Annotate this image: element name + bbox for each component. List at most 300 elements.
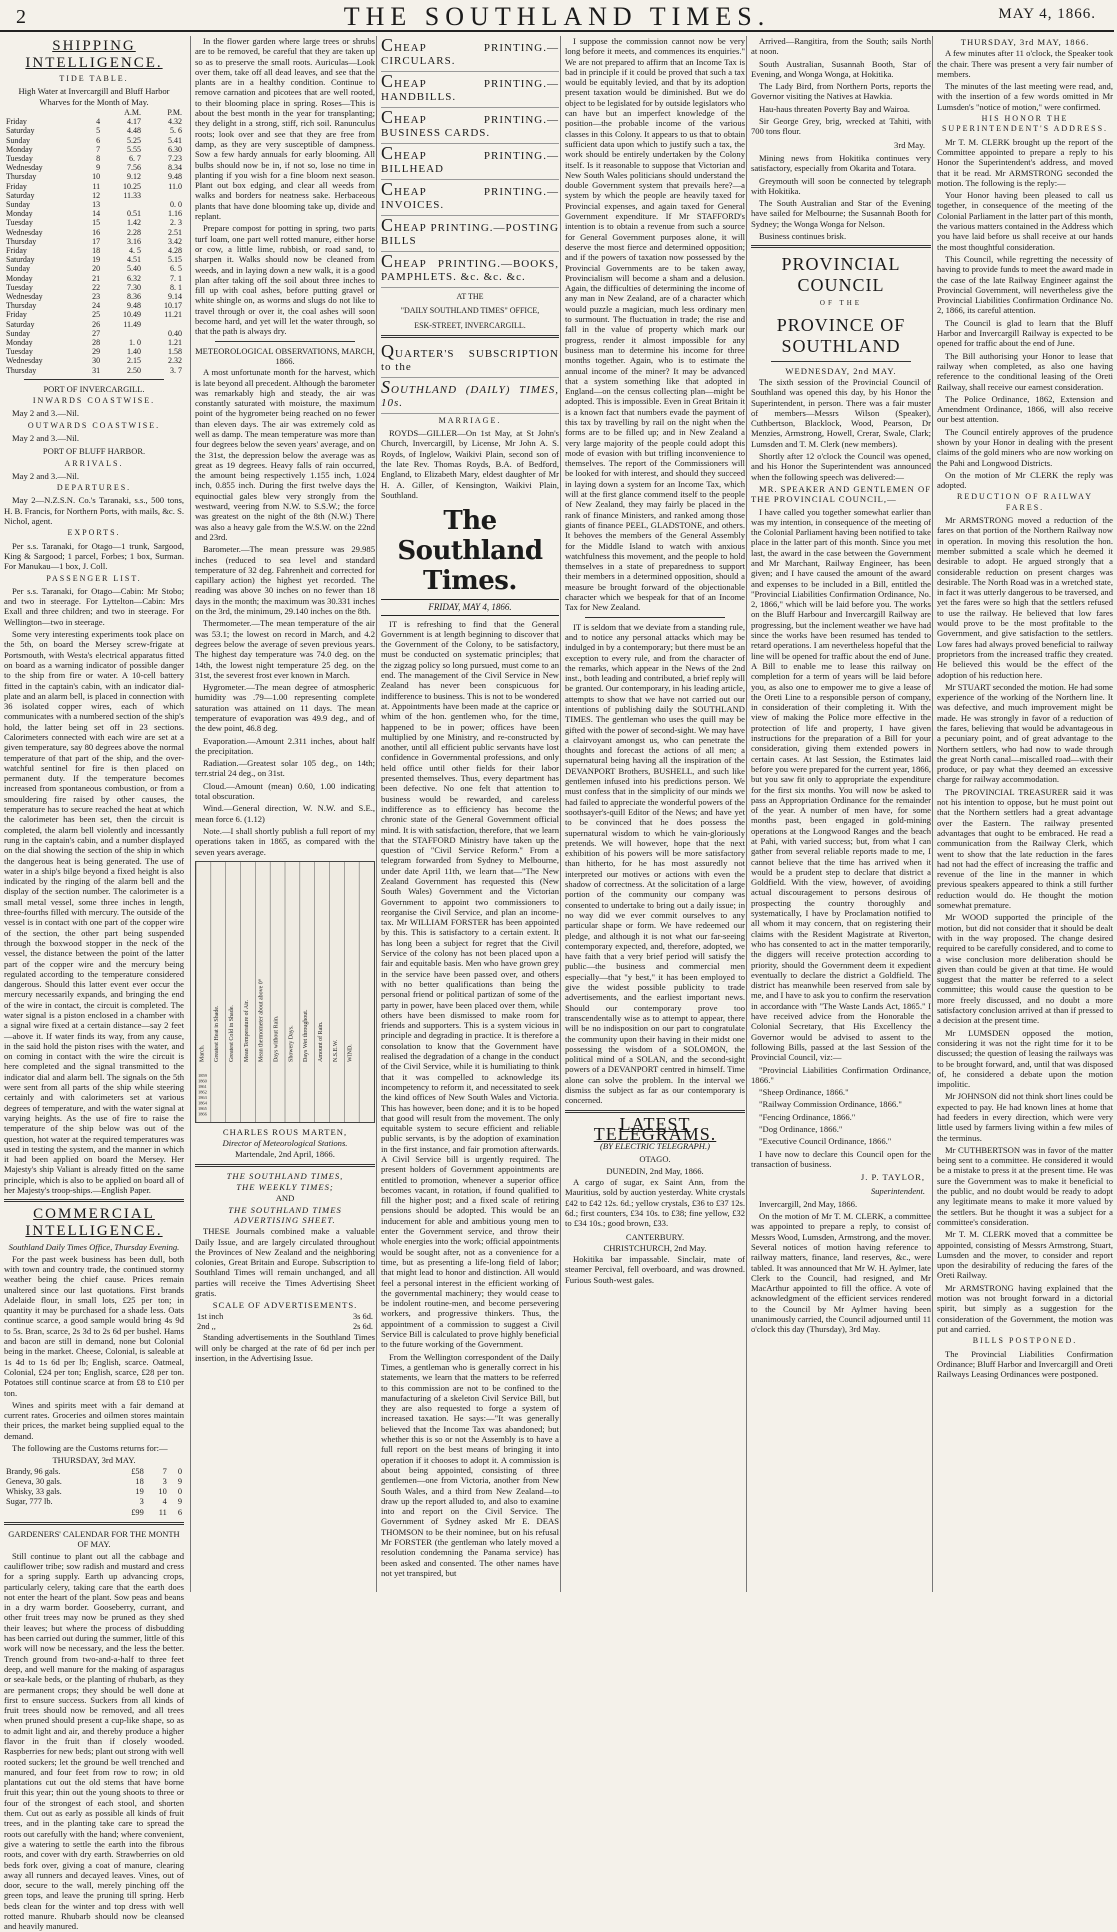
tide-cell: 16 <box>92 227 101 237</box>
tide-row <box>4 154 184 163</box>
port-invercargill: PORT OF INVERCARGILL. <box>43 383 145 394</box>
editorial-p4: IT is seldom that we deviate from a standing rule, and to notice any personal attacks which may be indulged in by a contemporary; but there must be an exception to every rule, and from the character of the remarks, which appear in the News of the 2nd inst., both leading and contributed, a brief reply will be granted. Our contemporary, in his leading article, attempts to show that we have not carried out our intentions of publishing daily the SOUTHLAND TIMES. The gentleman who uses the quill may be gifted with the power of second-sight. We may have a clairvoyant amongst us, who can penetrate the thoughts and forecast the actions of all men; a supernatural being having all the inspiration of the DEVANPORT Brothers, BUSHELL, and such like gentlemen infused into his predictions person. We must confess that in the simplicity of our minds we had failed to appreciate the wonderful powers of the soothsayer's-quill Editor of the News; and have yet to be convinced that he does possess the supernatural wisdom to which he vain-gloriously pretends. We will however, hope that the next exhibition of his powers will be more satisfactory than hitherto, for he has most assuredly not interpreted our motives or actions with even the shadow of correctness. At the solicitation of a large portion of the community our company was consented to undertake to bring out a daily issue; in no way did we ever commit ourselves to any particular shape or form. We have redeemed our pledge, and although it is not what our far-seeing contemporary expected, and, therefore, adopted, we have faith that a very brief period will satisfy the public—the business and commercial men especially—that "y best," it has been employed to give the widest possible publicity to trade advertisements, and the earliest important news. Should our contemporary prove too transcendentally wise as to attempt to appear, there will be no indisposition on our part to congratulate the community upon their having in their midst one possessing the wisdom of a SOLOMON, the political mind of a SOLAN, and the second-sight powers of a DEVANPORT centred in himself. Time alone can solve the problem. In the interval we dismiss the subject as far as our contemporary is concerned. <box>565 621 745 1106</box>
otago-date: DUNEDIN, 2nd May, 1866. <box>606 1165 704 1176</box>
customs-cell: 10 <box>158 1487 167 1497</box>
tide-cell: 5.55 <box>127 144 142 154</box>
tide-cell: Sunday <box>6 328 30 338</box>
tide-cell: 9.48 <box>127 301 142 311</box>
cheap-printing-ad: CHEAP PRINTING.—BILLHEAD <box>381 144 559 180</box>
tide-cell: 9.12 <box>127 172 142 182</box>
tide-cell: 4.48 <box>127 126 142 136</box>
tide-cell: 0.51 <box>127 209 142 219</box>
customs-cell: 4 <box>162 1497 167 1507</box>
cheap-printing-ad: CHEAP PRINTING.—BUSINESS CARDS. <box>381 108 559 144</box>
tide-cell: 0. 0 <box>170 199 182 209</box>
arrivals-text: May 2 and 3.—Nil. <box>12 470 80 481</box>
tide-cell: 3.42 <box>168 236 182 246</box>
outwards-heading: OUTWARDS COASTWISE. <box>27 420 161 430</box>
tide-cell: Tuesday <box>6 153 33 163</box>
tide-cell: 25 <box>92 310 101 320</box>
tide-cell: 10.17 <box>164 301 182 311</box>
passengers-heading: PASSENGER LIST. <box>46 573 142 583</box>
tide-cell: 11.33 <box>123 190 142 200</box>
tide-cell: 11.0 <box>168 181 182 191</box>
railway-fares-subheading: REDUCTION OF RAILWAY FARES. <box>957 492 1093 512</box>
telegram-6: Mining news from Hokitika continues very satisfactory, especially from Okarita and Totara. <box>751 152 931 174</box>
column-2 <box>190 36 379 1592</box>
tide-cell: 10.49 <box>123 310 142 320</box>
page-number: 2 <box>16 6 26 28</box>
tide-cell: 1.58 <box>168 347 182 357</box>
telegrams-sub: (BY ELECTRIC TELEGRAPH.) <box>599 1141 711 1152</box>
tide-cell: Friday <box>6 245 27 255</box>
scale-cell: 3s 6d. <box>352 1311 373 1321</box>
tide-row <box>4 246 184 255</box>
thursday-p4: Your Honor having been pleased to call us together, in consequence of the meeting of the Colonial Parliament in the latter part of this month, the various matters contained in the Address which you have laid before us shall receive at our hands the most thoughtful consideration. <box>937 190 1113 252</box>
tide-cell: 14 <box>92 209 101 219</box>
column-6 <box>932 36 1117 1592</box>
canterbury-date: CHRISTCHURCH, 2nd May. <box>603 1242 707 1253</box>
printing-office-address: ESK-STREET, INVERCARGILL. <box>414 320 526 330</box>
thursday-p3: Mr T. M. CLERK brought up the report of the Committee appointed to prepare a reply to his Honor the Superintendent's address, and moved that it be read. Mr ARMSTRONG seconded the motion. The following is the reply:— <box>937 136 1113 188</box>
thursday-p15: Mr LUMSDEN opposed the motion, considering it was not the right time for it to be discussed; the question of leasing the railways was to be brought forward, and, until that was disposed of, he considered a debate upon the motion impolitic. <box>937 1027 1113 1090</box>
customs-cell: Sugar, 777 lb. <box>6 1497 53 1507</box>
tide-cell: 9 <box>96 163 101 173</box>
otago-heading: OTAGO. <box>639 1154 671 1165</box>
evaporation-text: Evaporation.—Amount 2.311 inches, about half the precipitation. <box>195 735 375 756</box>
bill-item: "Dog Ordinance, 1866." <box>759 1124 843 1135</box>
gardeners-heading: GARDENERS' CALENDAR FOR THE MONTH OF MAY. <box>8 1529 180 1550</box>
tide-table <box>4 108 184 375</box>
customs-cell: 6 <box>177 1507 182 1517</box>
meteorological-text: A most unfortunate month for the harvest, which is late beyond all precedent. Although the barometer was remarkably high and steady, the air was constantly saturated with moisture, the maximum point of the hygrometer being reached on no fewer than eleven days. The air was extremely cold as well as damp. The mean temperature was more than four degrees below the seven years' average, and on the 31st, the depression below the average was as great as 19 degrees. Heavy falls of rain occurred, the amount being respectively 1.155 inch, 1.024 inch, 0.855 inch. During the first twelve days the equinoctial gales blew very strongly from the westward, veering from N.W. to S.S.W.; the force was greatest on the night of the 8th (N.W.) There was also a heavy gale from the W.S.W. on the 22nd and 23rd. <box>195 367 375 542</box>
tide-col-header <box>80 108 102 117</box>
tide-cell: Friday <box>6 181 27 191</box>
tide-cell: Saturday <box>6 126 35 136</box>
tide-cell: 1.16 <box>168 209 182 219</box>
tide-cell: Saturday <box>6 255 35 265</box>
tide-cell: 8.36 <box>127 291 142 301</box>
tide-cell: Monday <box>6 337 33 347</box>
customs-cell: 3 <box>139 1497 144 1507</box>
tide-row <box>4 228 184 237</box>
weather-column-label: WIND. <box>347 1044 354 1062</box>
tide-cell: 1.21 <box>168 337 182 347</box>
tide-heading: TIDE TABLE. <box>59 74 129 83</box>
address-subheading: HIS HONOR THE SUPERINTENDENT'S ADDRESS. <box>941 114 1109 134</box>
inwards-heading: INWARDS COASTWISE. <box>32 396 156 406</box>
tide-cell: 4.51 <box>127 255 142 265</box>
tide-col-header <box>4 108 80 117</box>
customs-cell: Brandy, 96 gals. <box>6 1466 61 1476</box>
tide-cell: 8.34 <box>168 163 182 173</box>
thursday-p18: Mr T. M. CLERK moved that a committee be appointed, consisting of Messrs Armstrong, Stuart, Lumsden and the mover, to consider and report upon the desirability of reducing the fares of the Oreti Railway. <box>937 1229 1113 1281</box>
council-p1: The sixth session of the Provincial Council of Southland was opened this day, by his Honor the Superintendent, in person. There was a fair muster of members—Messrs Wilson (Speaker), Cuthbertson, Blacklock, Wood, Pearson, Dr Menzies, Armstrong, Howell, Crerar, Swale, Clark; Lumsden and T. M. Clerk (new members). <box>751 376 931 449</box>
customs-cell: 11 <box>158 1507 167 1517</box>
tide-col-header: A.M. <box>124 107 142 117</box>
weather-column-label: Amount of Rain. <box>318 1021 325 1062</box>
tide-cell <box>143 191 184 200</box>
tide-cell: 11 <box>92 181 101 191</box>
editorial-p2: From the Wellington correspondent of the Daily Times, a gentleman who is generally correct in his statements, we learn that the matters to be referred to this commission are not to be confined to the manufacturing of a skeleton Civil Service Bill, but they are also requested to forge a system of increased taxation. He says:—"It was generally believed that the Income Tax was abandoned; but whether this is so or not the Assembly is to have a full report on the best means of bringing it into operation if it chooses to adopt it. A commission is about being appointed, consisting of three gentlemen—one from Victoria, another from New South Wales, and a third from New Zealand—to draw up the report alluded to, and also to examine into and report on the Civil Service. The Government of Sydney asked Mr E. DEAS THOMSON to be their nominee, but on his refusal Mr FORSTER (the gentleman who lately moved a resolution condemning the Panama service) has been asked and consented. The other names have not yet transpired, but <box>381 1351 559 1578</box>
tide-cell: 1.40 <box>127 347 142 357</box>
customs-cell: 7 <box>162 1466 167 1476</box>
newspaper-title: THE SOUTHLAND TIMES. <box>343 2 771 31</box>
tide-row <box>4 264 184 273</box>
tide-cell: Friday <box>6 310 27 320</box>
telegram-8: The South Australian and Star of the Evening have sailed for Melbourne; the Susannah Booth for Sydney; the Wonga Wonga for Nelson. <box>751 198 931 229</box>
tide-row <box>4 347 184 356</box>
scale-heading: SCALE OF ADVERTISEMENTS. <box>212 1300 358 1311</box>
tide-cell: 3. 7 <box>170 365 182 375</box>
tide-cell: 10 <box>92 172 101 182</box>
speech-heading: MR. SPEAKER AND GENTLEMEN OF THE PROVINCIAL COUNCIL,— <box>751 483 931 505</box>
editorial-masthead: The Southland Times. <box>397 506 543 597</box>
weather-year-label: 1863 <box>197 1094 207 1100</box>
exports-heading: EXPORTS. <box>67 528 121 538</box>
tide-cell: Friday <box>6 117 27 127</box>
weekly-title-2: THE WEEKLY TIMES; <box>236 1182 334 1193</box>
scale-cell: 1st inch <box>197 1311 224 1321</box>
superintendent-signature: J. P. TAYLOR, <box>860 1172 925 1183</box>
tide-cell: 2.50 <box>127 365 142 375</box>
tide-cell: 5.40 <box>127 264 142 274</box>
bill-item: "Railway Commission Ordinance, 1866." <box>759 1099 902 1110</box>
council-of-the: OF THE <box>819 299 863 308</box>
tide-cell: 5. 6 <box>170 126 182 136</box>
tide-cell: Tuesday <box>6 218 33 228</box>
customs-cell: 3 <box>162 1476 167 1486</box>
tide-cell: 4.28 <box>168 245 182 255</box>
inwards-text: May 2 and 3.—Nil. <box>12 408 80 419</box>
thursday-p19: Mr ARMSTRONG having explained that the motion was not brought forward in a dictorial spirit, but simply as a suggestion for the consideration of the Government, the motion was put and carried. <box>937 1282 1113 1334</box>
tide-cell: 6 <box>96 135 101 145</box>
subscription-line-1: QUARTER'S SUBSCRIPTION to the <box>381 342 559 378</box>
tide-cell: 4.32 <box>168 117 182 127</box>
customs-cell: £58 <box>131 1466 144 1476</box>
radiation-text: Radiation.—Greatest solar 105 deg., on 14th; terr.strial 24 deg., on 31st. <box>195 758 375 779</box>
signature-name: CHARLES ROUS MARTEN, <box>222 1126 348 1137</box>
weather-year-label: 1861 <box>197 1083 207 1089</box>
tide-cell: 2.32 <box>168 356 182 366</box>
tide-cell <box>143 320 184 329</box>
tide-cell: 5.15 <box>168 255 182 265</box>
council-day: WEDNESDAY, 2nd MAY. <box>785 365 897 376</box>
commercial-text: For the past week business has been dull, both with town and country trade, the continued stormy weather being the chief cause. Prices remain unaltered since our last quotations. First brands Adelaide flour, in small lots, £25 per ton; in quantity it may be purchased for a shade less. Oats continue scarce, a good sample would bring 4s 9d to 5s. Bran, scarce, 2s 3d to 2s 6d per bushel. Hams and bacon are still in demand, none but Colonial being in the market. Cheese, Colonial, is saleable at 1s 4d to 1s 6d per lb; English, scarce. Oatmeal, Colonial, £24 per ton; English, scarce, £28 per ton. Potatoes still continue scarce at from £8 to £10 per ton. <box>4 1253 184 1398</box>
departures-heading: DEPARTURES. <box>56 483 132 493</box>
tide-cell: Wednesday <box>6 356 43 366</box>
printing-office-name: "DAILY SOUTHLAND TIMES" OFFICE, <box>400 306 540 316</box>
tide-cell: Wednesday <box>6 291 43 301</box>
canterbury-text: Hokitika bar impassable. Sinclair, mate of steamer Percival, fell overboard, and was drowned. Furious South-west gales. <box>565 1254 745 1285</box>
gardeners-text-2: In the flower garden where large trees or shrubs are to be removed, be careful that they are taken up so as to preserve the small roots. Auriculas—Look over them, take off all dead leaves, and see that the plants are in a healthy condition. Continue to remove carnation and picotees that are well rooted, to their blooming place in spring. Roses—This is about the best month in the year for transplanting; they delight in a strong, stiff, rich soil. Ranunculus roots; look over and see that they are free from damp, as they are very susceptible of dampness. Sow a few hardy annuals for early blooming. All bulbs should now be in, if not so, lose no time in planting if you wish for a fine bloom next season. Plant out box edging, and clear all weeds from walks and borders for neatness sake. Herbaceous plants that have done blooming take up, divide and replant. <box>195 36 375 222</box>
tide-cell: 9.48 <box>168 172 182 182</box>
tide-row <box>4 283 184 292</box>
bills-postponed-subheading: BILLS POSTPONED. <box>972 1336 1078 1346</box>
tide-cell: 4. 5 <box>129 245 142 255</box>
tide-cell: 20 <box>92 264 101 274</box>
council-p3: On the motion of Mr T. M. CLERK, a committee was appointed to prepare a reply, to consist of Messrs Wood, Lumsden, Armstrong, and the mover. Several notices of motion having reference to railway matters, finance, land reserves, &c., were tabled. It was announced that Mr W. H. Aylmer, late Clerk to the Council, had resigned, and Mr MacArthur appointed to fill the office. A vote of acknowledgment of the efficient services rendered to the Council by Mr Aylmer having been unanimously carried, the Council adjourned until 11 o'clock this day (Thursday), 3rd May. <box>751 1211 931 1335</box>
customs-row <box>4 1497 184 1507</box>
customs-cell: Geneva, 30 gals. <box>6 1476 62 1486</box>
tide-cell: 6. 5 <box>170 264 182 274</box>
tide-row <box>4 200 184 209</box>
bill-item: "Fencing Ordinance, 1866." <box>759 1111 856 1122</box>
customs-row <box>4 1467 184 1477</box>
tide-cell: Monday <box>6 144 33 154</box>
tide-row <box>4 237 184 246</box>
column-3 <box>376 36 563 1592</box>
tide-cell: 7. 1 <box>170 273 182 283</box>
tide-cell: 27 <box>92 328 101 338</box>
tide-cell: 2. 3 <box>170 218 182 228</box>
speech-text: I have called you together somewhat earlier than was my intention, in consequence of the meeting of the Colonial Parliament having been notified to take place in the latter part of this month. Since you met last, the award in the case between the Government and Mr Marchant, Railway Engineer, has been given; and I have caused the amount of the award and expenses to be included in a Bill, entitled the "Provincial Liabilities Confirmation Ordinance, No. 2, 1866," which will be laid before you. The works on the Bluff Harbour and Invercargill Railway are progressing, but the inclement weather we have had since the works have been resumed has tended to retard operations. I am nevertheless hopeful that the line will be opened for traffic about the end of June. A Bill to enable me to lease this railway on completion for a term of years will be laid before you, as also one to empower me to give a lease of the Oreti Line to a responsible person of company, in consideration of their completing it. With the view of making the Police more effective in the protection of life and property, I have given instructions for the preparation of a Bill for your consideration, giving them extended powers in certain cases. At last Session, the Estimates laid before you were prepared for the current year, 1866, but you saw fit only to appropriate the expenditure for the first six months. You will now be asked to pass an Appropriation Ordinance for the remainder of the year. A number of men have, for some months past, been engaged in gold-mining operations at the Longwood Ranges and the beach at Pahi, with varied success; but, from what I can gather from several reliable reports made to me, I cannot believe that the time has arrived when it would be a prudent step to declare that district a Goldfield. With the view, however, of avoiding actual discouragement to persons desirous of prospecting the country thoroughly and systematically, I have by Proclamation notified to all whom it may concern, that on registering their claims with the Resident Magistrate at Riverton, who has consented to act in the matter temporarily, the diggers will receive protection according to priority, should the Government deem it expedient eventually to declare the district a Goldfield. The district has meanwhile been reserved from sale by me, and I have to ask you to confirm the reservation in accordance with "The Waste Lands Act, 1865." I have received advice from the Honorable the Colonial Secretary, that His Excellency the Governor would be advised to assent to the following Bills, passed at the last Session of the Provincial Council, viz:— <box>751 506 931 1063</box>
editorial-p3: I suppose the commission cannot now be very long before it meets, and commences its enquiries." We are not prepared to affirm that an Income Tax is bad in principle if it could be proved that such a tax would be equitably levied, and that by its adoption present taxation would be diminished. But we do object to be legislated for by outside legislators who can have but an imperfect knowledge of the position—the probable income of the various classes in this Colony. It appears to us that to obtain sufficient data upon which to justify such a tax, the work should be entirely undertaken by the Colony itself. Is it reasonable to suppose that Victorian and New South Wales politicians should understand the double Government system that prevails here?—a system by which the people are heavily taxed for Provincial expenses, and again taxed for General Government expenditure. If Mr STAFFORD's intention is to obtain a revenue from such a source for General Government purposes alone, it will deserve the most fierce and determined opposition; and if the powers of taxation now possessed by the Provincial Governments are to be taken away, Provincialism will become a sham and a delusion. Again, the difficulties of determining the income of any man in New Zealand, are of a character which would puzzle a magician, much less ordinary men to surmount. The fluctuation in trade; the rise and fall in the value of property which mark our progress, render it almost impossible for any business man to determine his income for three months together. Again, who is to estimate the annual income of the miner? It may be advanced that a system something like that adopted in England—on the census collecting plan—might be adopted. This is impossible. Even in Great Britain it is a known fact that numbers evade the payment of this tax by travelling by rail on the night when the forms are to be filled up; and in New Zealand a very large majority of the people could adopt this mode of evasion with but trifling inconvenience to themselves. The report of the Commissioners will be looked for with interest, and should they succeed in laying down a system for an Income Tax, which will at the first glance commend itself to the people of New Zealand, they may fairly be placed in the rank of finance Ministers, and ranked among those giants of finance PEEL, GLADSTONE, and others. It behoves the members of the General Assembly for the Middle Island to watch with anxious watchfulness this movement, and the people to hold themselves in a state of preparedness to support their members in a determined opposition, should a measure be brought forward of the objectionable character which we bespeak for that of an Income Tax for New Zealand. <box>565 36 745 613</box>
thursday-p17: Mr CUTHBERTSON was in favor of the matter being sent to a committee. He considered it would be a mistake to press it at the present time. He was sure the Government was to make it beneficial to the public, and no doubt would be ready to adopt any legitimate means to make it more valued by the settlers. But he thought it was a subject for a committee's consideration. <box>937 1144 1113 1227</box>
weather-year-label: 1865 <box>197 1105 207 1111</box>
customs-cell: 9 <box>177 1497 182 1507</box>
customs-table <box>4 1467 184 1518</box>
weather-column-label: N.S.E.W. <box>332 1039 339 1062</box>
tide-cell: 3.16 <box>127 236 142 246</box>
thursday-p10: On the motion of Mr CLERK the reply was adopted. <box>937 469 1113 491</box>
customs-cell: £99 <box>131 1507 144 1517</box>
signature-place: Martendale, 2nd April, 1866. <box>235 1149 335 1160</box>
thursday-p16: Mr JOHNSON did not think short lines could be expected to pay. He had known lines at home that had feeders in every direction, which were very little used by farmers living within a few miles of the terminus. <box>937 1091 1113 1143</box>
weather-year-label: 1866 <box>197 1111 207 1117</box>
council-close: I have now to declare this Council open for the transaction of business. <box>751 1148 931 1169</box>
canterbury-heading: CANTERBURY. <box>625 1231 685 1242</box>
gardeners-text: Still continue to plant out all the cabbage and cauliflower tribe; sow radish and mustard and cress for a spring supply. Earth up advancing crops, particularly celery, taking care that the earth does not enter the heart of the plant. Sow peas and beans in a dry warm border. Gooseberry, currant, and other fruit trees may now be pruned as they shed their leaves; but where the process of disbudding has been carried out during the summer, little of this work will now be necessary, and the less the better. Trench ground from two-and-a-half to three feet deep, and well manure for the making of asparagus or sea-kale beds, or the planting of rhubarb, as they are permanent crops; they should be well done at first to ensure success. Suckers from all kinds of fruit trees should now be removed, and all trees when pruned should present a cup-like shape, so as to admit light and air, and thereby produce a higher flavor in the fruit than if closely wooded. Raspberries for new beds; plant out strong with well rooted suckers; let the ground be well trenched and manured, and four feet from row to row; in old plantations cut out the old stems that have borne fruit this year; thin out the young shoots to three or four of the strongest of each stool, and shorten them. Cut out as early as possible all kinds of fruit trees, and in the planting take care to spread the roots out carefully with the hand; where convenient, give a watering to settle the earth into the fibrous roots, and cover with dry earth. Strawberries on old beds fork over, giving a coat of manure, clearing away all runners and decayed leaves. Vines, out of door, secure to the wall, merely pinching off the green tops, and leave the pruning till spring. Herb beds clean for the winter and top dress with well rotted manure. Rhubarb should now be cleansed and heavily manured. <box>4 1550 184 1932</box>
tide-row <box>4 145 184 154</box>
customs-cell: 0 <box>177 1487 182 1497</box>
tide-row <box>4 329 184 338</box>
weather-year-label: 1860 <box>197 1078 207 1084</box>
tide-row <box>4 172 184 181</box>
thursday-p8: The Police Ordinance, 1862, Extension and Amendment Ordinance, 1866, will also receive our best attention. <box>937 393 1113 425</box>
thursday-p5: This Council, while regretting the necessity of having to provide funds to meet the award made in the case of the late Railway Engineer against the Provincial Government, will nevertheless give the Provincial Liabilities Confirmation Ordinance No. 2, 1866, its careful attention. <box>937 253 1113 316</box>
shipping-heading: SHIPPING INTELLIGENCE. <box>25 38 163 71</box>
commercial-dateline: Southland Daily Times Office, Thursday Evening. <box>8 1242 180 1253</box>
tide-cell: 5.25 <box>127 135 142 145</box>
tide-cell: 2.28 <box>127 227 142 237</box>
thursday-p2: The minutes of the last meeting were read, and, with the insertion of a few words omitted in Mr Lumsden's "notice of motion," were confirmed. <box>937 81 1113 112</box>
cheap-printing-ad: CHEAP PRINTING.—HANDBILLS. <box>381 72 559 108</box>
tide-cell: 24 <box>92 301 101 311</box>
weekly-text: THESE Journals combined make a valuable Daily Issue, and are largely circulated throughout the Provinces of New Zealand and the neighboring colonies, Great Britain and Europe. Subscription to Southland Times will remain unchanged, and all parties will receive the Times Advertising Sheet gratis. <box>195 1226 375 1299</box>
tide-cell: Tuesday <box>6 347 33 357</box>
tide-cell: 5.41 <box>168 135 182 145</box>
tide-cell: Sunday <box>6 199 30 209</box>
tide-row <box>4 292 184 301</box>
scale-cell: 2nd ,, <box>197 1321 216 1331</box>
commercial-heading: COMMERCIAL INTELLIGENCE. <box>25 1206 163 1240</box>
thursday-p20: The Provincial Liabilities Confirmation Ordinance; Bluff Harbor and Invercargill and Oreti Railways Leasing Ordinances were postponed. <box>937 1348 1113 1380</box>
thursday-p11: Mr ARMSTRONG moved a reduction of the fares on that portion of the Northern Railway now in operation. In moving this resolution the hon. member submitted a scale which he deemed it desirable to adopt. He argued strongly that a considerable reduction on present charges was desirable. The North Road was in a wretched state, in fact it was utterly dangerous to be traversed, and yet the fares were so high that the settlers refused to use the railway. He believed that low fares would prove to be the most profitable to the Government, and give satisfaction to the settlers. Low fares had always proved beneficial to railway proprietors from the increased traffic they created. He believed this would be the effect of the adoption of his reduction here. <box>937 515 1113 680</box>
tide-cell: Thursday <box>6 365 37 375</box>
column-1 <box>4 36 188 1932</box>
outwards-text: May 2 and 3.—Nil. <box>12 432 80 443</box>
tide-cell: 23 <box>92 291 101 301</box>
council-heading-1: PROVINCIAL COUNCIL <box>781 254 901 296</box>
tide-cell: 0.40 <box>168 328 182 338</box>
tide-cell: 7 <box>96 144 101 154</box>
tide-cell: 7.30 <box>127 282 142 292</box>
customs-row <box>4 1508 184 1518</box>
superintendent-date: Invercargill, 2nd May, 1866. <box>759 1198 858 1209</box>
tide-cell: 22 <box>92 282 101 292</box>
thursday-p14: Mr WOOD supported the principle of the motion, but did not consider that it should be dealt with in the way proposed. The change desired required to be carefully considered, and to come to a wise conclusion more deliberation should be given than could be given at that time. He would suggest that the matter be referred to a select committee; this would cause the question to be more freely discussed, and no doubt a more satisfactory conclusion arrived at than if pressed to a decision at the present time. <box>937 912 1113 1026</box>
customs-row <box>4 1477 184 1487</box>
thermometer-text: Thermometer.—The mean temperature of the air was 53.1; the lowest on record in March, and 4.2 degrees below the average of seven previous years. The highest day temperature was 74.0 deg. on the 14th, the lowest night temperature 25 deg. on the 31st, the severest frost ever known in March. <box>195 618 375 680</box>
customs-cell: 0 <box>177 1466 182 1476</box>
thursday-p12: Mr STUART seconded the motion. He had some experience of the working of the Northern line. It was defective, and much improvement might be made. He was strongly in favor of a reduction of the fares, believing that would be advantageous in a pecuniary point, and of great advantage to the Northern settlers, who had now to wade through the great North canal—miscalled road—with their produce, or pay what they deemed an excessive charge for railway accommodation. <box>937 681 1113 785</box>
thursday-p13: The PROVINCIAL TREASURER said it was not his intention to oppose, but he must point out that the Northern settlers had a great advantage over the Eastern. The railway presented advantages that ought to be embraced. He read a communication from the Railway Clerk, which went to show that the late reduction in the fares had not had the effect of increasing the traffic and revenue of the line in the manner in which previous speakers appeared to think a still further reduction would do. He thought the motion somewhat premature. <box>937 786 1113 911</box>
council-p2: Shortly after 12 o'clock the Council was opened, and his Honor the Superintendent was announced when the following speech was delivered:— <box>751 451 931 482</box>
tide-cell: 5 <box>96 126 101 136</box>
subscription-line-2: SOUTHLAND (DAILY) TIMES, 10s. <box>381 378 559 414</box>
tide-row <box>4 126 184 135</box>
tide-cell: Saturday <box>6 190 35 200</box>
bills-list <box>751 1065 931 1147</box>
weather-column-label: Days Wet throughout. <box>303 1009 310 1062</box>
thursday-heading: THURSDAY, 3rd MAY, 1866. <box>960 37 1090 47</box>
tide-cell: 15 <box>92 218 101 228</box>
hygrometer-text: Hygrometer.—The mean degree of atmospheric humidity was .79—1.00 representing complete saturation was attained on 11 days. The mean temperature of evaporation was 49.9 deg., and of the dew point, 46.8 deg. <box>195 682 375 734</box>
tide-cell: Saturday <box>6 319 35 329</box>
commercial-text-2: Wines and spirits meet with a fair demand at current rates. Groceries and oilmen stores maintain their prices, the market being supplied equal to the demand. <box>4 1399 184 1441</box>
tide-cell <box>102 329 143 338</box>
tide-cell: 18 <box>92 245 101 255</box>
tide-intro: High Water at Invercargill and Bluff Harbor Wharves for the Month of May. <box>18 86 170 107</box>
weather-column-label: Greatest Heat in Shade. <box>214 1005 221 1062</box>
arrivals-heading: ARRIVALS. <box>64 458 124 468</box>
telegram-3: The Lady Bird, from Northern Ports, reports the Governor visiting the Natives at Hawkia. <box>751 81 931 102</box>
editorial-p1: IT is refreshing to find that the General Government is at length beginning to discover that the Government of the Colony, to be satisfactory, must be conducted on systematic principles; that the zigzag policy so long pursued, must come to an end. The management of the Civil Service in New Zealand has never been conspicuous for indifference to business. This is not to be wondered at. Appointments have been made at the caprice or whim of the hon. gentlemen who, for the time, happened to be in power; offices have been multiplied by one Ministry, and re-constructed by another, until all efficient public servants have lost confidence in Governmental professions, and only held office until other fields for their labor presented themselves. Thus, every department has been defective. No one felt that attention to business would be rewarded, and careless indifference as to efficiency has become the chronic state of the General Government official mind. It is with satisfaction, therefore, that we learn that the STAFFORD Ministry have taken up the question of "Civil Service Reform." From a telegram forwarded from Sydney to Melbourne, under date April 11th, we learn that—"The New Zealand Government has requested this (New South Wales) Government and the Victorian Government to appoint two commissioners to reorganise the Civil Service, and plan an income-tax. Mr WILLIAM FORSTER has been appointed by this. This is satisfactory to a certain extent. It has long been a subject for regret that the Civil Service of the colony has not been placed upon a fair and equitable basis. Men who have grown grey in the service have been passed over, and others with no better qualifications than being the personal friend or political partizan of some of the party in power, have been placed over them, while others have been dismissed to make room for friends and supporters. This is a system vicious in principle and degrading in practice. It is therefore a consolation to know that the Government have realised the degradation of a change in the conduct of the Civil Service, while it is humiliating to think that it was compelled to acknowledge its incompetency to reform it, and necessitated to seek the kind offices of New South Wales and Victoria. This has however, been done; and it is to be hoped that good will result from the movement. The only equitable system to secure efficient and reliable public servants, is by the adoption of examination in the first instance, and fair promotion afterwards. A Civil Service bill is urgently required. The present holders of Government appointments are entitled to promotion, whenever a superior office becomes vacant, in rotation, if found qualified to fill the higher post; and a fixed scale of retiring pensions should be adopted. This would be an inducement for able and ambitious young men to enter the Government service, and throw their whole energies into the work; official appointments would be sought after, not as a convenience for a time, but as presenting a life-long field of labor; that might lead to honor and distinction. All would feel a personal interest in the efficient working of the governmental machinery; they would cease to be indolent routine-men, and become persevering workers, and progressive thinkers. Thus, the appointment of a commission to suggest a Civil Service Bill is calculated to prove highly beneficial to the future working of the Government. <box>381 618 559 1350</box>
customs-cell <box>4 1508 115 1518</box>
council-heading-2: PROVINCE OF SOUTHLAND <box>776 314 906 356</box>
tide-cell: 6.30 <box>168 144 182 154</box>
scale-cell: 2s 6d. <box>352 1321 373 1331</box>
cheap-printing-ad: CHEAP PRINTING.—CIRCULARS. <box>381 36 559 72</box>
tide-row <box>4 218 184 227</box>
marriage-text: ROYDS—GILLER—On 1st May, at St John's Church, Invercargill, by License, Mr John A. S. Royds, of Inglelow, Waikivi Plain, second son of the late Rev. Thomas Royds, B.A. of Bedford, England, to Elizabeth Mary, eldest daughter of Mr H. A. Giller, of Kensington, Waikivi Plain, Southland. <box>381 428 559 500</box>
experiment-article: Some very interesting experiments took place on the 5th, on board the Mersey screw-frigate at Portsmouth, with Westa's electrical apparatus fitted on board as a warning indicator of possible danger to the ship from fire or water. A 10-cell battery fitted in the captain's cabin, with an indicator dial-plate and an alarm bell, is placed in connection with 36 isolated copper wires, each of which communicates with a numbered section of the ship's hold, the latter being set off in 23 sections. Calorimeters connected with each wire are set at a given temperature, say 80 degrees above the normal temperature of that part of the ship, and the over-watchful sentinel for fire is then placed on permanent duty. If the temperature becomes increased from spontaneous combustion, or from a smouldering fire raised by other causes, the temperature has to secure reached the heat at which the calorimeter has been set, then the circuit is completed, the alarm bell violently and incessantly rung in the captain's cabin, and a number displayed on the dial showing the section of the ship in which the dangerous heat is being generated. The use of water in a ship's bilge beyond a fixed height is also indicated by the ringing of the alarm bell and the display of the section number. The calorimeter is a small metal vessel, some three inches in length, three-fourths filled with mercury. The outside of the vessel is in contact with one part of the copper wire of the section, the other part being suspended through the boxwood stopper in the neck of the vessel, the distance between the point of the latter part of the copper wire and the mercury being regulated according to the temperature considered dangerous. Should this latter event ever occur the mercury necessarily expands, and bringing the end of the wire in contact, the circuit is completed. The water signal is a piston enclosed in a chamber with a signal wire fixed at a certain distance—say 2 feet—above it. If water finds its way, from any cause, in the said hold the piston rises with the water, and on coming in contact with the wire the circuit is here completed and the signal transmitted to the indicator dial and alarm bell. The signals on the 5th were sent from all parts of the ship while steering certainly and with calorimeters set at various degrees of temperature, and with the water signal at varying heights. As the use of fire to raise the temperature of the ship below was out of the question, hot water at the required temperatures was used in testing the system, and the manner in which it had been applied on board the Mersey. Her Majesty's ship Valiant is already fitted on the same principle, which is also to be applied on board all of her Majesty's troop-ships.—English Paper. <box>4 629 184 1196</box>
telegram-4: Hau-haus threaten Poverty Bay and Wairoa. <box>759 103 910 114</box>
telegrams-heading: LATEST TELEGRAMS. <box>593 1113 717 1144</box>
tide-cell: 8. 1 <box>170 282 182 292</box>
standing-text: Standing advertisements in the Southland Times will only be charged at the rate of 6d per inch per insertion, in the Advertising Issue. <box>195 1332 375 1363</box>
note-text: Note.—I shall shortly publish a full report of my operations taken in 1865, as compared with the seven years average. <box>195 825 375 857</box>
weather-column-label: Mean Temperature of Air. <box>243 999 250 1062</box>
tide-row <box>4 255 184 264</box>
tide-cell: 28 <box>92 337 101 347</box>
bill-item: "Executive Council Ordinance, 1866." <box>759 1136 892 1147</box>
issue-date: MAY 4, 1866. <box>998 6 1096 22</box>
tide-cell: Wednesday <box>6 163 43 173</box>
cheap-printing-ad: CHEAP PRINTING.—POSTING BILLS <box>381 216 559 252</box>
customs-row <box>4 1487 184 1497</box>
telegram-2: South Australian, Susannah Booth, Star of Evening, and Wonga Wonga, at Hokitika. <box>751 58 931 79</box>
cheap-printing-ad: CHEAP PRINTING.—BOOKS, PAMPHLETS. &c. &c. &c. <box>381 252 559 288</box>
meteorological-heading: METEOROLOGICAL OBSERVATIONS, MARCH, 1866. <box>195 345 375 366</box>
cheap-printing-ads <box>381 36 559 288</box>
tide-row <box>4 163 184 172</box>
port-bluff: PORT OF BLUFF HARBOR. <box>42 446 146 457</box>
tide-cell: Wednesday <box>6 227 43 237</box>
wind-text: Wind.—General direction, W. N.W. and S.E., mean force 6. (1.12) <box>195 803 375 824</box>
tide-cell: 11.49 <box>123 319 142 329</box>
telegram-1: Arrived—Rangitira, from the South; sails North at noon. <box>751 36 931 57</box>
tide-cell: Thursday <box>6 172 37 182</box>
tide-row <box>4 274 184 283</box>
superintendent-title: Superintendent. <box>870 1185 925 1196</box>
weather-year-label: 1862 <box>197 1089 207 1095</box>
tide-cell: 7.56 <box>127 163 142 173</box>
customs-cell: Whisky, 33 gals. <box>6 1487 62 1497</box>
scale-row <box>195 1322 375 1332</box>
tide-cell: 10.25 <box>123 181 142 191</box>
tide-col-header: P.M. <box>167 107 182 117</box>
telegram-9: Business continues brisk. <box>759 231 847 242</box>
tide-cell: Monday <box>6 209 33 219</box>
tide-row <box>4 136 184 145</box>
tide-cell: 21 <box>92 273 101 283</box>
tide-cell: 1. 0 <box>129 337 142 347</box>
gardeners-text-3: Prepare compost for potting in spring, two parts turf loam, one part well rotted manure, either horse or cow, a little lime, rubbish, or road sand, to sharpen it. Walks should now be cleaned from weeds, and in laying down a new walk, it is a good plan after taking off the soil about three inches to fill up with coal ashes, before putting gravel or white shingle on, as worms and slugs do not like to travel through or over it, the coal ashes will soon become hard, and yet will let the water through, so that the path is always dry. <box>195 223 375 337</box>
telegram-5: Sir George Grey, brig, wrecked at Tahiti, with 700 tons flour. <box>751 116 931 137</box>
customs-cell: 19 <box>135 1487 144 1497</box>
tide-row <box>4 182 184 191</box>
telegram-5-date: 3rd May. <box>894 139 925 150</box>
bill-item: "Provincial Liabilities Confirmation Ordinance, 1866." <box>751 1064 931 1085</box>
tide-cell: 11.21 <box>164 310 182 320</box>
barometer-text: Barometer.—The mean pressure was 29.985 inches (reduced to sea level and standard temperature of 32 deg. Fahrenheit and corrected for capillary action) the highest yet recorded. The reading was above 30 inches on no fewer than 18 days in the month; the maximum was 30.331 inches on the 3rd, the minimum, 29.140 inches on the 8th. <box>195 544 375 617</box>
tide-cell: 6.32 <box>127 273 142 283</box>
tide-cell: 31 <box>92 365 101 375</box>
weather-year-label: 1859 <box>197 1072 207 1078</box>
weekly-and: AND <box>275 1193 295 1204</box>
column-4 <box>560 36 749 1592</box>
tide-cell: 9.14 <box>168 291 182 301</box>
passengers-text: Per s.s. Taranaki, for Otago—Cabin: Mr Stobo; and two in steerage. For Lyttelton—Cabin: Mrs Exall and three children; and two in steerage. For Wellington—two in steerage. <box>4 585 184 627</box>
weather-column-label: Days without Rain. <box>273 1015 280 1062</box>
cloud-text: Cloud.—Amount (mean) 0.60, 1.00 indicating total obscuration. <box>195 780 375 802</box>
tide-cell: 17 <box>92 236 101 246</box>
tide-cell: 26 <box>92 319 101 329</box>
departures-text: May 2—N.Z.S.N. Co.'s Taranaki, s.s., 500 tons, H. B. Francis, for Northern Ports, with mails, &c. S. Nichol, agent. <box>4 495 184 527</box>
telegram-7: Greymouth will soon be connected by telegraph with Hokitika. <box>751 175 931 196</box>
tide-cell: Sunday <box>6 264 30 274</box>
tide-cell: 1.42 <box>127 218 142 228</box>
tide-cell: 8 <box>96 153 101 163</box>
exports-text: Per s.s. Taranaki, for Otago—1 trunk, Sargood, King & Sargood; 1 parcel, Forbes; 1 box, Surman. For Manukau—1 box, J. Coll. <box>4 540 184 572</box>
cheap-printing-ad: CHEAP PRINTING.—INVOICES. <box>381 180 559 216</box>
tide-cell: 4.17 <box>127 117 142 127</box>
customs-cell: 9 <box>177 1476 182 1486</box>
tide-cell: 4 <box>96 117 101 127</box>
tide-cell: 29 <box>92 347 101 357</box>
tide-cell: 30 <box>92 356 101 366</box>
tide-row <box>4 310 184 319</box>
customs-date: THURSDAY, 3rd MAY. <box>52 1455 136 1466</box>
tide-row <box>4 356 184 365</box>
tide-row <box>4 320 184 329</box>
tide-cell: 7.23 <box>168 153 182 163</box>
thursday-p6: The Council is glad to learn that the Bluff Harbor and Invercargill Railway is expected to be opened for traffic about the end of June. <box>937 317 1113 349</box>
editorial-date: FRIDAY, MAY 4, 1866. <box>381 599 559 615</box>
tide-row <box>4 209 184 218</box>
